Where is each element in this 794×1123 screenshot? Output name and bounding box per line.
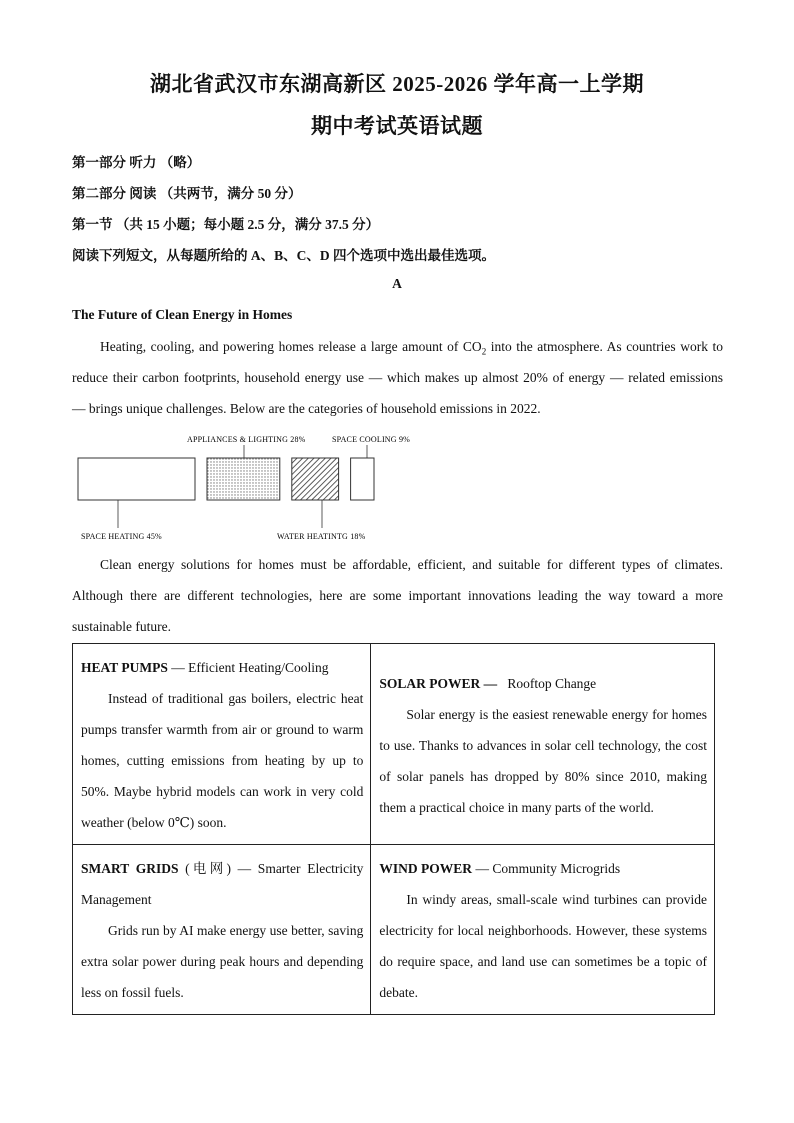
- section1-heading: 第一节 （共 15 小题；每小题 2.5 分，满分 37.5 分）: [72, 217, 380, 232]
- part1-heading: 第一部分 听力 （略）: [72, 155, 201, 170]
- grids-text: Grids run by AI make energy use better, saving extra solar power during peak hours and depending less on fossil fuels.: [81, 923, 364, 1000]
- page-title-line2: 期中考试英语试题: [311, 114, 483, 138]
- wind-text: In windy areas, small-scale wind turbines can provide electricity for local neighborhoods. However, these systems do require space, and land use can sometimes be a topic of debate.: [379, 892, 707, 1000]
- grids-title: [81, 853, 363, 915]
- bar-water-heating: [292, 458, 339, 500]
- instruction-text: 阅读下列短文，从每题所给的 A、B、C、D 四个选项中选出最佳选项。: [72, 248, 496, 263]
- cell-solar: [371, 644, 715, 845]
- label-appliances: APPLIANCES & LIGHTING 28%: [187, 435, 306, 444]
- bar-space-cooling: [351, 458, 374, 500]
- table-row: [73, 644, 715, 845]
- heat-pumps-title: [81, 652, 363, 683]
- para2-line1: [72, 557, 723, 573]
- cell-heat-pumps: [73, 644, 371, 845]
- emissions-figure: [72, 428, 432, 548]
- heat-pumps-title-rest: — Efficient Heating/Cooling: [167, 660, 329, 675]
- bar-appliances-lighting: [207, 458, 280, 500]
- cell-wind: [371, 845, 715, 1015]
- heat-pumps-title-bold: HEAT PUMPS: [81, 660, 168, 675]
- wind-title: [379, 853, 707, 884]
- cell-smart-grids: [73, 845, 371, 1015]
- table-row: [73, 845, 715, 1015]
- para2-line2: Although there are different technologies, here are some important innovations leading the way toward a more: [72, 588, 723, 603]
- para1-line2: reduce their carbon footprints, household energy use — which makes up almost 20% of energy — related emissions: [72, 370, 723, 385]
- solar-title-rest: Rooftop Change: [497, 675, 597, 691]
- para1-line3: — brings unique challenges. Below are the categories of household emissions in 2022.: [72, 401, 541, 416]
- para2-line1-text: Clean energy solutions for homes must be affordable, efficient, and suitable for different types of climates.: [100, 557, 723, 572]
- solar-text: Solar energy is the easiest renewable energy for homes to use. Thanks to advances in solar cell technology, the cost of solar panels has dropped by 80% since 2010, making them a practical choice in many parts of the world.: [379, 706, 707, 815]
- label-cooling: SPACE COOLING 9%: [332, 435, 411, 444]
- page-title-line1: 湖北省武汉市东湖高新区 2025-2026 学年高一上学期: [150, 72, 644, 96]
- passage-letter: A: [392, 276, 402, 291]
- wind-title-rest: — Community Microgrids: [472, 861, 621, 876]
- emissions-figure-svg: [72, 428, 432, 548]
- grids-title-bold: SMART GRIDS: [81, 861, 179, 876]
- para2-line3: sustainable future.: [72, 619, 171, 634]
- bar-space-heating: [78, 458, 195, 500]
- innovations-table: [72, 643, 715, 1015]
- part2-heading: 第二部分 阅读 （共两节，满分 50 分）: [72, 186, 302, 201]
- solar-title-bold: SOLAR POWER —: [379, 675, 498, 691]
- grids-title-rest: (电网) — Smarter Electricity Management: [81, 861, 364, 907]
- heat-pumps-text: Instead of traditional gas boilers, electric heat pumps transfer warmth from air or ground to warm homes, cutting emissions from heating by up to 50%. Maybe hybrid models can work in very cold weather (below 0℃) soon.: [81, 691, 364, 830]
- para1-co2-subscript: 2: [481, 346, 487, 357]
- label-heating: SPACE HEATING 45%: [81, 532, 162, 541]
- article-title: The Future of Clean Energy in Homes: [72, 307, 293, 322]
- wind-title-bold: WIND POWER: [379, 861, 473, 876]
- para1-line1-pre: Heating, cooling, and powering homes release a large amount of CO: [100, 339, 482, 354]
- label-water: WATER HEATINTG 18%: [277, 532, 366, 541]
- para1-line1-post: into the atmosphere. As countries work to: [486, 339, 723, 354]
- para1-line1: [72, 339, 723, 357]
- solar-title: [379, 668, 707, 699]
